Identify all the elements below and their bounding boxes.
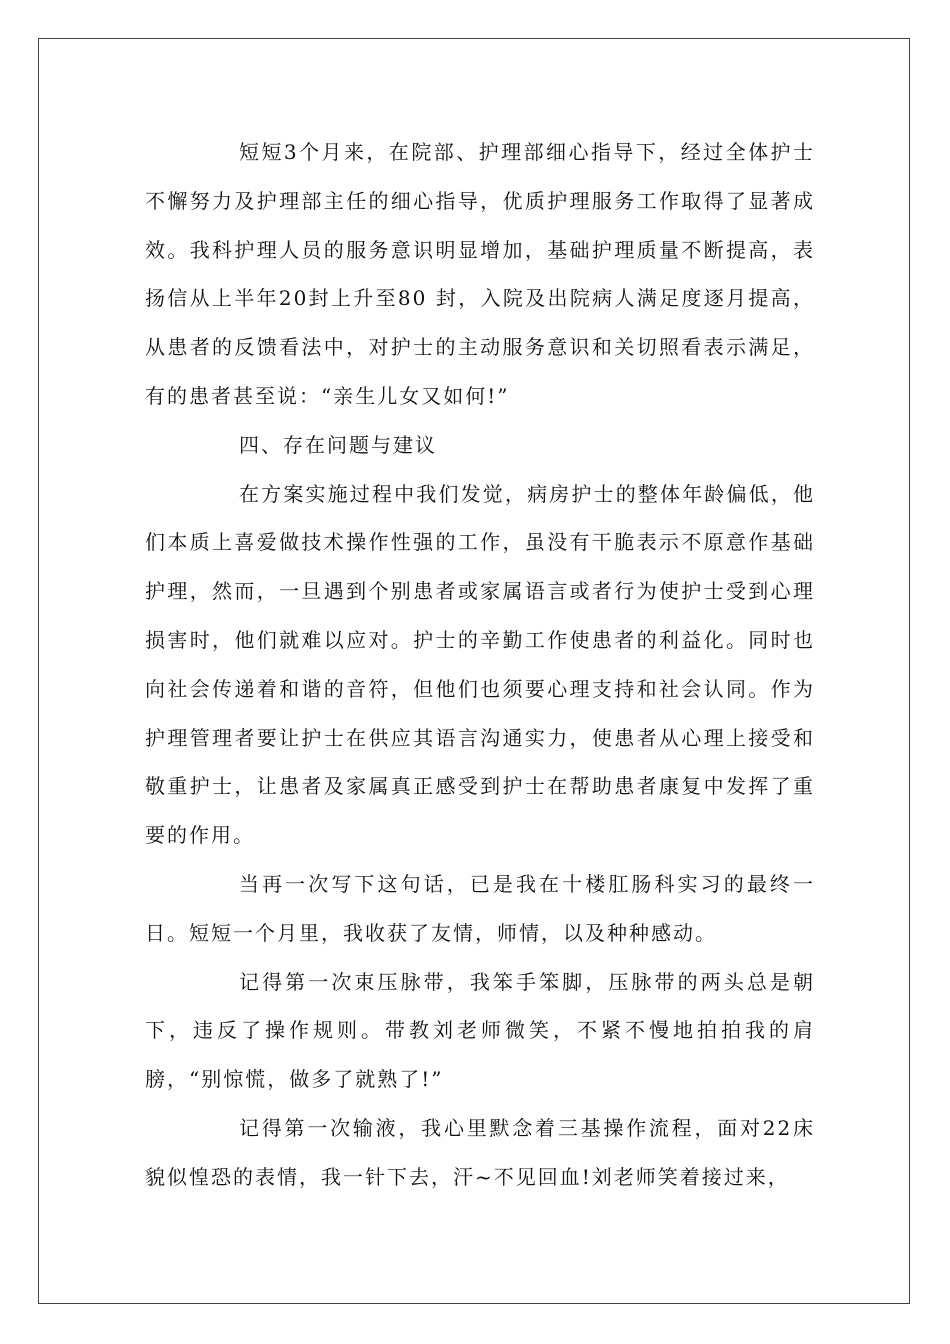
paragraph-internship-last-day: 当再一次写下这句话，已是我在十楼肛肠科实习的最终一日。短短一个月里，我收获了友情，师情，以及种种感动。 <box>145 871 815 945</box>
paragraph-infusion-memory: 记得第一次输液，我心里默念着三基操作流程，面对22床貌似惶恐的表情，我一针下去，汗~不见回血!刘老师笑着接过来， <box>145 1115 815 1189</box>
document-body <box>145 128 815 1202</box>
section-heading-problems-suggestions: 四、存在问题与建议 <box>239 432 437 457</box>
paragraph-problems: 在方案实施过程中我们发觉，病房护士的整体年龄偏低，他们本质上喜爱做技术操作性强的工作，虽没有干脆表示不原意作基础护理，然而，一旦遇到个别患者或家属语言或者行为使护士受到心理损害时，他们就难以应对。护士的辛勤工作使患者的利益化。同时也向社会传递着和谐的音符，但他们也须要心理支持和社会认同。作为护理管理者要让护士在供应其语言沟通实力，使患者从心理上接受和敬重护士，让患者及家属真正感受到护士在帮助患者康复中发挥了重要的作用。 <box>145 481 815 848</box>
paragraph-tourniquet-memory: 记得第一次束压脉带，我笨手笨脚，压脉带的两头总是朝下，违反了操作规则。带教刘老师微笑，不紧不慢地拍拍我的肩膀，“别惊慌，做多了就熟了!” <box>145 969 815 1092</box>
paragraph-nursing-results: 短短3个月来，在院部、护理部细心指导下，经过全体护士不懈努力及护理部主任的细心指导，优质护理服务工作取得了显著成效。我科护理人员的服务意识明显增加，基础护理质量不断提高，表扬信从上半年20封上升至80 封，入院及出院病人满足度逐月提高，从患者的反馈看法中，对护士的主动服务意识和关切照看表示满足，有的患者甚至说：“亲生儿女又如何!” <box>145 140 815 408</box>
